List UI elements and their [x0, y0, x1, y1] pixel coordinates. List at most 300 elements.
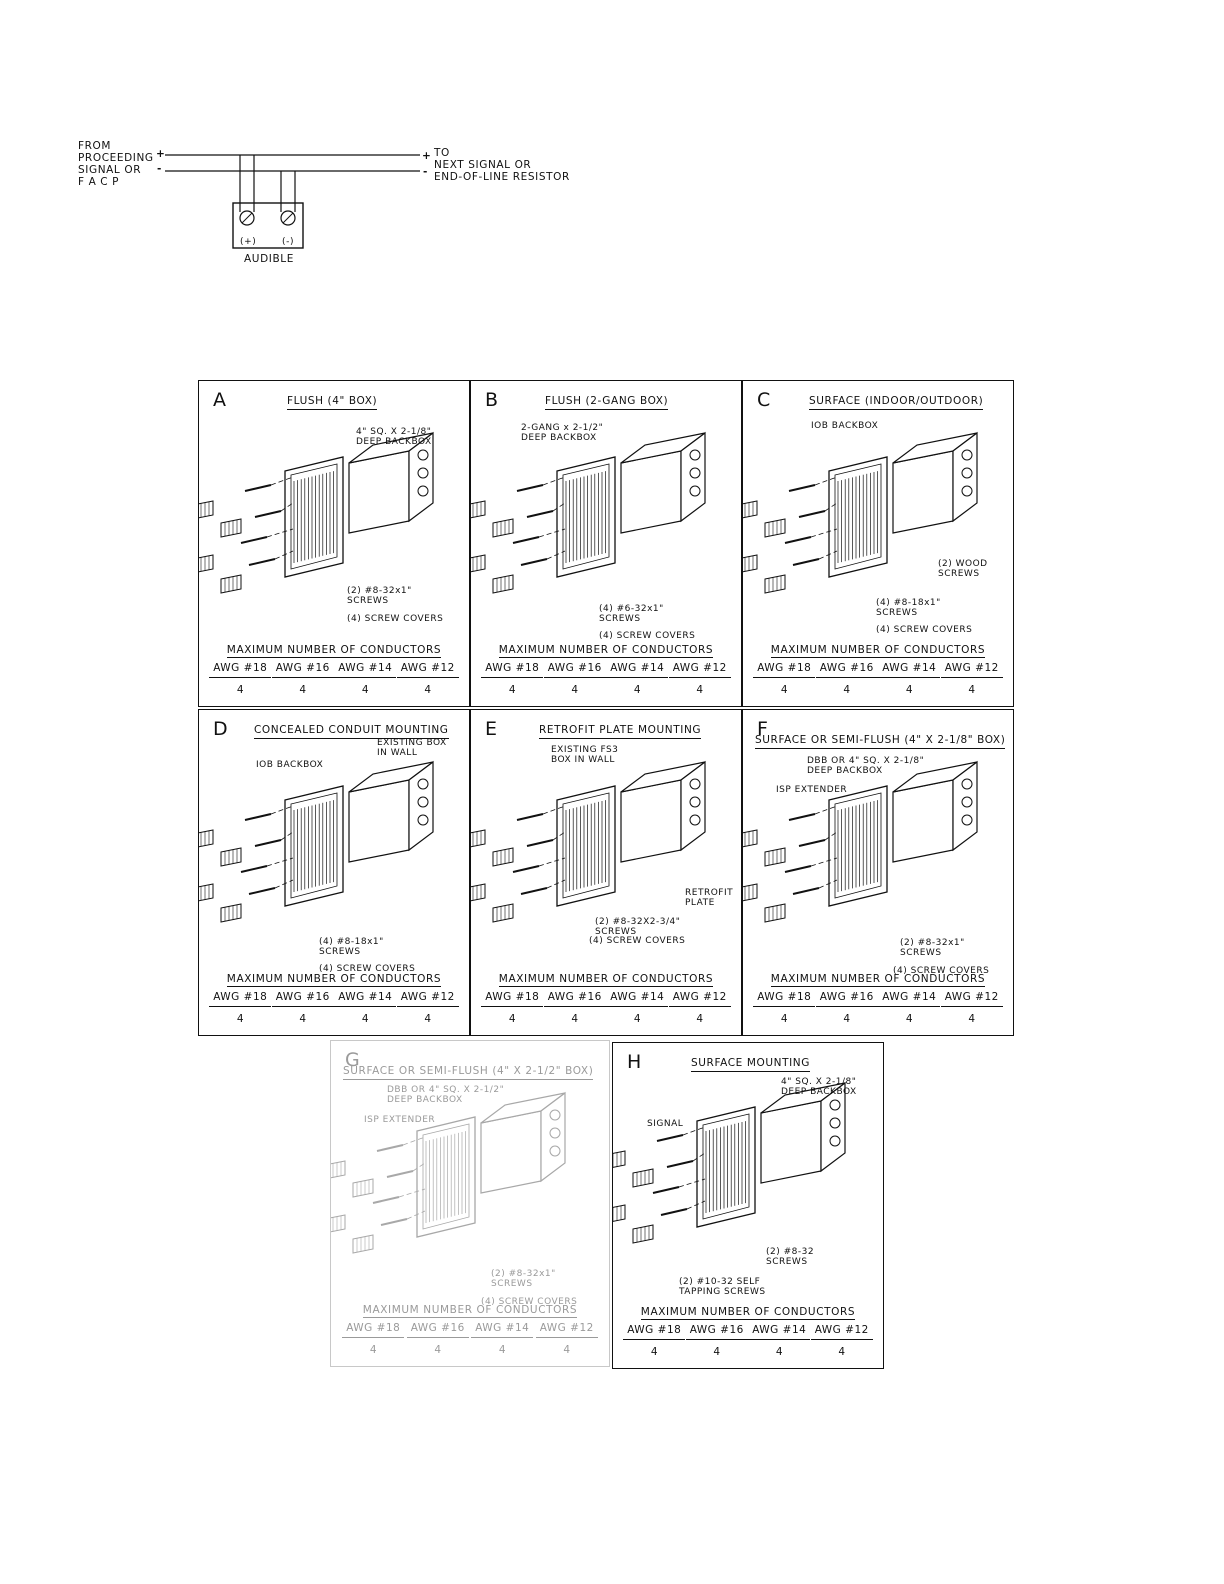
signal-plate-drawing	[743, 457, 887, 593]
panel-title: SURFACE OR SEMI-FLUSH (4" X 2-1/2" BOX)	[343, 1065, 593, 1080]
screw-icon	[785, 866, 811, 872]
awg-header: AWG #16	[816, 662, 878, 678]
plus-sign-right: +	[422, 150, 432, 162]
awg-value: 4	[498, 1344, 506, 1356]
callout-label	[387, 1085, 504, 1105]
callout-line: SCREWS	[599, 614, 641, 624]
awg-header: AWG #18	[481, 991, 543, 1007]
callout-line: (4) SCREW COVERS	[589, 936, 686, 946]
screw-icon	[245, 485, 271, 491]
awg-value: 4	[508, 684, 516, 696]
screw-icon	[793, 888, 819, 894]
callout-line: DEEP BACKBOX	[356, 437, 432, 447]
panel-letter: A	[213, 389, 226, 411]
screw-cover-icon	[493, 848, 513, 866]
awg-column	[406, 1322, 471, 1356]
screw-icon	[799, 840, 825, 846]
signal-plate-drawing	[471, 457, 615, 593]
max-conductors-heading	[471, 644, 741, 656]
awg-value: 4	[434, 1344, 442, 1356]
callout-line: (2) #8-32x1"	[491, 1269, 556, 1279]
awg-table	[623, 1324, 873, 1358]
max-conductors-title: MAXIMUM NUMBER OF CONDUCTORS	[498, 973, 714, 985]
backbox-drawing	[621, 762, 705, 862]
awg-column	[334, 662, 397, 696]
callout-label	[647, 1119, 683, 1129]
backbox-drawing	[621, 433, 705, 533]
backbox-face	[761, 1101, 821, 1183]
callout-line: (2) #8-32	[766, 1247, 815, 1257]
callout-line: ISP EXTENDER	[776, 785, 848, 795]
awg-header: AWG #16	[686, 1324, 748, 1340]
screw-icon	[513, 537, 539, 543]
callout-label	[364, 1115, 435, 1125]
max-conductors-title: MAXIMUM NUMBER OF CONDUCTORS	[640, 1306, 856, 1318]
callout-line: TAPPING SCREWS	[679, 1287, 766, 1297]
awg-header: AWG #18	[209, 991, 271, 1007]
backbox-drawing	[481, 1093, 565, 1193]
awg-header: AWG #18	[623, 1324, 685, 1340]
mounting-panel-d	[198, 709, 470, 1036]
awg-column	[397, 991, 460, 1025]
screw-cover-icon	[493, 904, 513, 922]
awg-value: 4	[968, 684, 976, 696]
awg-header: AWG #14	[878, 662, 940, 678]
screw-cover-icon	[493, 575, 513, 593]
callout-line: PLATE	[685, 898, 715, 908]
callout-line: SCREWS	[491, 1279, 533, 1289]
awg-header: AWG #18	[342, 1322, 404, 1338]
screw-icon	[789, 485, 815, 491]
screw-icon	[521, 888, 547, 894]
callout-label	[900, 938, 965, 958]
awg-header: AWG #18	[753, 991, 815, 1007]
awg-column	[481, 991, 544, 1025]
terminal-plus-label: (+)	[240, 237, 257, 247]
callout-line: (4) #8-18x1"	[876, 598, 941, 608]
to-line: NEXT SIGNAL OR	[434, 159, 532, 171]
screw-icon	[513, 866, 539, 872]
callout-line: 4" SQ. X 2-1/8"	[781, 1077, 857, 1087]
awg-table	[481, 662, 731, 696]
callout-line: SCREWS	[595, 927, 637, 937]
mounting-panel-a	[198, 380, 470, 707]
backbox-face	[621, 451, 681, 533]
panel-letter: H	[627, 1051, 642, 1073]
callout-line: SCREWS	[766, 1257, 808, 1267]
callout-line: (4) SCREW COVERS	[347, 614, 444, 624]
awg-column	[669, 662, 732, 696]
callout-line: (4) SCREW COVERS	[319, 964, 416, 974]
screw-icon	[527, 840, 553, 846]
max-conductors-heading	[331, 1304, 609, 1316]
screw-cover-icon	[493, 519, 513, 537]
backbox-face	[349, 780, 409, 862]
screw-icon	[653, 1187, 679, 1193]
callout-line: DEEP BACKBOX	[781, 1087, 857, 1097]
to-line: END-OF-LINE RESISTOR	[434, 171, 570, 183]
awg-value: 4	[508, 1013, 516, 1025]
screw-cover-icon	[221, 575, 241, 593]
callout-line: EXISTING FS3	[551, 745, 619, 755]
mounting-panel-f	[742, 709, 1014, 1036]
screw-icon	[527, 511, 553, 517]
awg-value: 4	[369, 1344, 377, 1356]
screw-icon	[249, 559, 275, 565]
screw-cover-icon	[221, 519, 241, 537]
awg-header: AWG #14	[748, 1324, 810, 1340]
awg-column	[397, 662, 460, 696]
callout-label	[685, 888, 733, 908]
awg-header: AWG #16	[272, 991, 334, 1007]
callout-line: EXISTING BOX	[377, 738, 447, 748]
panel-title: RETROFIT PLATE MOUNTING	[539, 724, 701, 739]
screw-cover-icon	[613, 1205, 625, 1223]
backbox-drawing	[761, 1083, 845, 1183]
backbox-drawing	[893, 762, 977, 862]
awg-value: 4	[713, 1346, 721, 1358]
screw-icon	[241, 866, 267, 872]
awg-header: AWG #16	[544, 991, 606, 1007]
backbox-face	[481, 1111, 541, 1193]
plus-sign-left: +	[156, 148, 166, 160]
max-conductors-title: MAXIMUM NUMBER OF CONDUCTORS	[226, 973, 442, 985]
awg-value: 4	[843, 1013, 851, 1025]
screw-icon	[255, 511, 281, 517]
callout-label	[595, 917, 680, 937]
awg-value: 4	[780, 1013, 788, 1025]
screw-icon	[377, 1145, 403, 1151]
callout-line: SCREWS	[347, 596, 389, 606]
awg-value: 4	[905, 684, 913, 696]
callout-label	[589, 936, 685, 946]
max-conductors-heading	[199, 973, 469, 985]
awg-column	[209, 991, 272, 1025]
awg-value: 4	[299, 684, 307, 696]
backbox-drawing	[349, 762, 433, 862]
callout-line: IN WALL	[377, 748, 418, 758]
screw-icon	[373, 1197, 399, 1203]
awg-header: AWG #16	[272, 662, 334, 678]
callout-line: (2) #10-32 SELF	[679, 1277, 761, 1287]
callout-label	[876, 598, 941, 618]
awg-table	[481, 991, 731, 1025]
exploded-assembly-drawing	[743, 710, 1015, 970]
awg-value: 4	[236, 1013, 244, 1025]
panel-title: FLUSH (2-GANG BOX)	[545, 395, 668, 410]
callout-line: DEEP BACKBOX	[521, 433, 597, 443]
awg-column	[334, 991, 397, 1025]
screw-cover-icon	[765, 848, 785, 866]
callout-label	[679, 1277, 766, 1297]
awg-value: 4	[361, 684, 369, 696]
awg-column	[753, 991, 816, 1025]
awg-column	[811, 1324, 874, 1358]
max-conductors-heading	[471, 973, 741, 985]
max-conductors-title: MAXIMUM NUMBER OF CONDUCTORS	[498, 644, 714, 656]
screw-icon	[793, 559, 819, 565]
screw-cover-icon	[353, 1235, 373, 1253]
awg-value: 4	[299, 1013, 307, 1025]
exploded-assembly-drawing	[331, 1041, 611, 1301]
callout-line: SIGNAL	[647, 1119, 684, 1129]
callout-line: ISP EXTENDER	[364, 1115, 436, 1125]
awg-column	[623, 1324, 686, 1358]
awg-header: AWG #12	[811, 1324, 873, 1340]
awg-column	[686, 1324, 749, 1358]
signal-plate-drawing	[471, 786, 615, 922]
awg-column	[544, 991, 607, 1025]
max-conductors-heading	[743, 644, 1013, 656]
from-line: FROM	[78, 140, 112, 152]
callout-label	[256, 760, 323, 770]
callout-line: IOB BACKBOX	[811, 421, 879, 431]
minus-sign-right: -	[423, 166, 428, 178]
awg-column	[753, 662, 816, 696]
callout-line: SCREWS	[900, 948, 942, 958]
callout-line: BOX IN WALL	[551, 755, 615, 765]
awg-header: AWG #14	[878, 991, 940, 1007]
awg-header: AWG #14	[606, 991, 668, 1007]
panel-letter: B	[485, 389, 499, 411]
awg-header: AWG #14	[334, 662, 396, 678]
awg-table	[753, 991, 1003, 1025]
screw-cover-icon	[221, 848, 241, 866]
awg-header: AWG #12	[397, 991, 459, 1007]
panel-title: CONCEALED CONDUIT MOUNTING	[254, 724, 449, 739]
screw-cover-icon	[221, 904, 241, 922]
terminal-screw-icon	[281, 211, 295, 225]
awg-header: AWG #12	[669, 991, 731, 1007]
screw-icon	[521, 559, 547, 565]
screw-icon	[661, 1209, 687, 1215]
awg-header: AWG #14	[471, 1322, 533, 1338]
callout-label	[776, 785, 847, 795]
awg-value: 4	[571, 1013, 579, 1025]
awg-header: AWG #16	[816, 991, 878, 1007]
panel-title: SURFACE (INDOOR/OUTDOOR)	[809, 395, 983, 410]
awg-column	[470, 1322, 535, 1356]
callout-line: (2) #8-32x1"	[347, 586, 412, 596]
awg-header: AWG #12	[941, 662, 1003, 678]
screw-cover-icon	[613, 1151, 625, 1169]
callout-label	[377, 738, 447, 758]
awg-column	[544, 662, 607, 696]
awg-value: 4	[650, 1346, 658, 1358]
awg-column	[941, 991, 1004, 1025]
screw-icon	[785, 537, 811, 543]
screw-cover-icon	[765, 575, 785, 593]
screw-icon	[657, 1135, 683, 1141]
awg-value: 4	[424, 684, 432, 696]
screw-cover-icon	[633, 1169, 653, 1187]
awg-value: 4	[424, 1013, 432, 1025]
screw-icon	[381, 1219, 407, 1225]
screw-icon	[667, 1161, 693, 1167]
screw-icon	[249, 888, 275, 894]
callout-label	[766, 1247, 814, 1267]
panel-letter: E	[485, 718, 498, 740]
awg-table	[753, 662, 1003, 696]
awg-column	[535, 1322, 600, 1356]
signal-plate-drawing	[613, 1107, 755, 1243]
awg-value: 4	[361, 1013, 369, 1025]
mounting-panel-b	[470, 380, 742, 707]
backbox-face	[893, 780, 953, 862]
awg-column	[209, 662, 272, 696]
awg-value: 4	[968, 1013, 976, 1025]
awg-header: AWG #14	[334, 991, 396, 1007]
awg-header: AWG #18	[481, 662, 543, 678]
mounting-panel-c	[742, 380, 1014, 707]
callout-line: (2) #8-32x1"	[900, 938, 965, 948]
callout-line: (4) SCREW COVERS	[481, 1297, 578, 1307]
panel-title: SURFACE MOUNTING	[691, 1057, 810, 1072]
screw-icon	[789, 814, 815, 820]
awg-header: AWG #14	[606, 662, 668, 678]
screw-icon	[517, 814, 543, 820]
awg-value: 4	[563, 1344, 571, 1356]
callout-line: SCREWS	[319, 947, 361, 957]
minus-sign-left: -	[157, 163, 162, 175]
callout-line: RETROFIT	[685, 888, 734, 898]
panel-title: FLUSH (4" BOX)	[287, 395, 377, 410]
callout-line: SCREWS	[938, 569, 980, 579]
terminal-minus-label: (-)	[282, 237, 295, 247]
callout-label	[599, 631, 695, 641]
signal-plate-drawing	[743, 786, 887, 922]
callout-label	[876, 625, 972, 635]
callout-label	[781, 1077, 857, 1097]
backbox-face	[621, 780, 681, 862]
callout-line: IOB BACKBOX	[256, 760, 324, 770]
awg-column	[606, 991, 669, 1025]
awg-value: 4	[775, 1346, 783, 1358]
backbox-drawing	[349, 433, 433, 533]
callout-label	[551, 745, 618, 765]
callout-label	[938, 559, 988, 579]
awg-value: 4	[696, 1013, 704, 1025]
max-conductors-title: MAXIMUM NUMBER OF CONDUCTORS	[770, 973, 986, 985]
callout-label	[599, 604, 664, 624]
callout-line: DEEP BACKBOX	[807, 766, 883, 776]
awg-column	[606, 662, 669, 696]
callout-label	[807, 756, 924, 776]
panel-letter: D	[213, 718, 228, 740]
callout-line: (4) SCREW COVERS	[876, 625, 973, 635]
awg-column	[272, 662, 335, 696]
panel-letter: G	[345, 1049, 360, 1071]
callout-line: (2) #8-32X2-3/4"	[595, 917, 681, 927]
awg-table	[341, 1322, 599, 1356]
screw-cover-icon	[765, 519, 785, 537]
awg-header: AWG #18	[753, 662, 815, 678]
exploded-assembly-drawing	[471, 381, 743, 641]
max-conductors-title: MAXIMUM NUMBER OF CONDUCTORS	[770, 644, 986, 656]
callout-label	[491, 1269, 556, 1289]
signal-plate-drawing	[199, 786, 343, 922]
terminal-screw-icon	[240, 211, 254, 225]
callout-label	[347, 614, 443, 624]
max-conductors-heading	[743, 973, 1013, 985]
callout-line: SCREWS	[876, 608, 918, 618]
backbox-face	[893, 451, 953, 533]
callout-label	[319, 937, 384, 957]
awg-header: AWG #12	[669, 662, 731, 678]
awg-header: AWG #12	[397, 662, 459, 678]
screw-cover-icon	[353, 1179, 373, 1197]
screw-icon	[799, 511, 825, 517]
awg-column	[481, 662, 544, 696]
mounting-panel-g	[330, 1040, 610, 1367]
awg-value: 4	[236, 684, 244, 696]
callout-line: 2-GANG x 2-1/2"	[521, 423, 604, 433]
awg-value: 4	[905, 1013, 913, 1025]
awg-value: 4	[571, 684, 579, 696]
awg-value: 4	[843, 684, 851, 696]
screw-icon	[255, 840, 281, 846]
callout-label	[356, 427, 432, 447]
awg-column	[341, 1322, 406, 1356]
callout-line: DBB OR 4" SQ. X 2-1/8"	[807, 756, 925, 766]
callout-line: 4" SQ. X 2-1/8"	[356, 427, 432, 437]
callout-line: DBB OR 4" SQ. X 2-1/2"	[387, 1085, 505, 1095]
awg-column	[272, 991, 335, 1025]
signal-plate-drawing	[199, 457, 343, 593]
callout-label	[521, 423, 603, 443]
awg-table	[209, 991, 459, 1025]
from-line: F A C P	[78, 176, 120, 188]
awg-column	[941, 662, 1004, 696]
awg-value: 4	[838, 1346, 846, 1358]
awg-header: AWG #18	[209, 662, 271, 678]
callout-line: DEEP BACKBOX	[387, 1095, 463, 1105]
screw-icon	[241, 537, 267, 543]
awg-value: 4	[633, 1013, 641, 1025]
awg-column	[878, 662, 941, 696]
exploded-assembly-drawing	[199, 381, 471, 641]
from-line: SIGNAL OR	[78, 164, 142, 176]
awg-column	[669, 991, 732, 1025]
mounting-panel-h	[612, 1042, 884, 1369]
max-conductors-heading	[199, 644, 469, 656]
awg-column	[748, 1324, 811, 1358]
mounting-panel-e	[470, 709, 742, 1036]
awg-column	[816, 662, 879, 696]
panel-title: SURFACE OR SEMI-FLUSH (4" X 2-1/8" BOX)	[755, 734, 1005, 749]
to-line: TO	[434, 147, 450, 159]
awg-header: AWG #16	[544, 662, 606, 678]
wiring-lines	[0, 0, 1224, 300]
awg-column	[816, 991, 879, 1025]
awg-header: AWG #16	[407, 1322, 469, 1338]
max-conductors-heading	[613, 1306, 883, 1318]
awg-header: AWG #12	[941, 991, 1003, 1007]
callout-label	[347, 586, 412, 606]
screw-cover-icon	[633, 1225, 653, 1243]
backbox-face	[349, 451, 409, 533]
panel-letter: F	[757, 718, 768, 740]
callout-line: (4) #8-18x1"	[319, 937, 384, 947]
callout-line: (4) SCREW COVERS	[893, 966, 990, 976]
signal-plate-drawing	[331, 1117, 475, 1253]
audible-label: AUDIBLE	[244, 253, 294, 265]
screw-cover-icon	[765, 904, 785, 922]
backbox-drawing	[893, 433, 977, 533]
awg-value: 4	[633, 684, 641, 696]
callout-line: (4) #6-32x1"	[599, 604, 664, 614]
max-conductors-title: MAXIMUM NUMBER OF CONDUCTORS	[226, 644, 442, 656]
